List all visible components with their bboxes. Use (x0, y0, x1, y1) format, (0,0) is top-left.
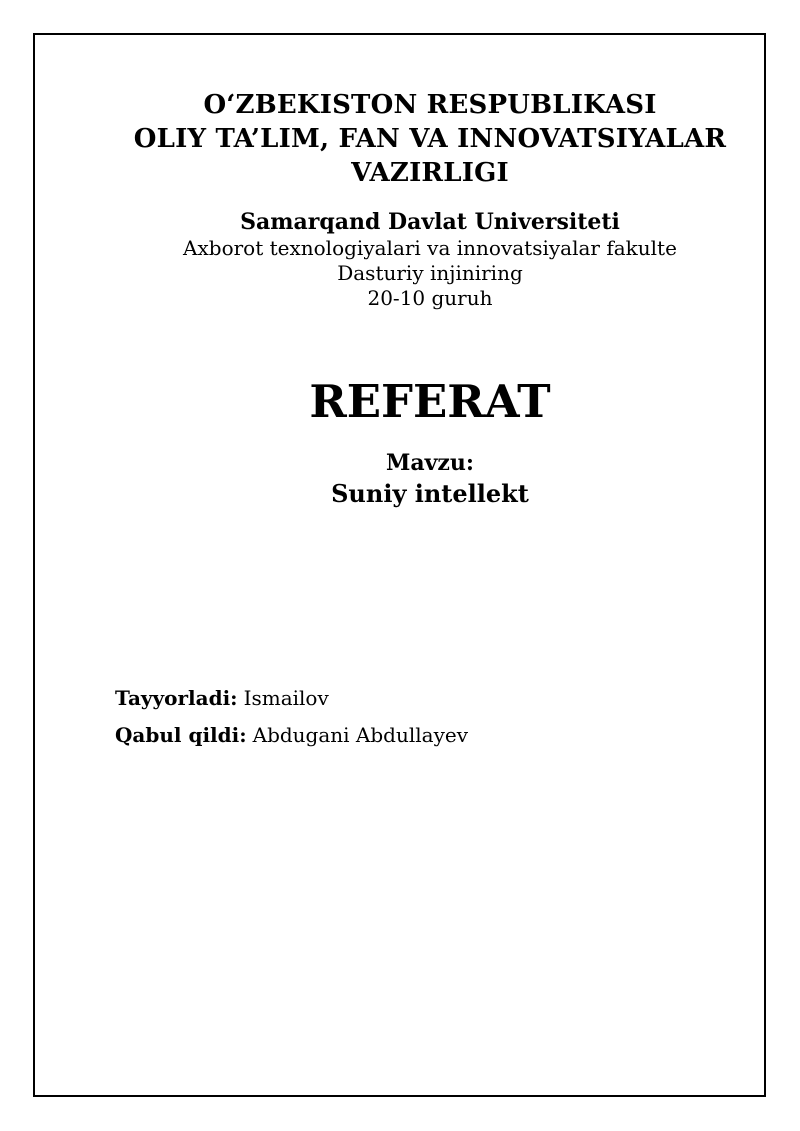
university-name: Samarqand Davlat Universiteti (240, 209, 620, 235)
page-content (95, 0, 765, 1131)
accepted-by-value: Abdugani Abdullayev (252, 723, 468, 747)
group-name: 20-10 guruh (367, 286, 493, 310)
faculty-name: Axborot texnologiyalari va innovatsiyalar fakulte (183, 236, 677, 260)
document-title: REFERAT (309, 375, 551, 428)
prepared-by-value: Ismailov (243, 686, 329, 710)
institution-block (95, 209, 765, 311)
ministry-heading (95, 88, 765, 190)
credits-block (115, 685, 468, 748)
topic-label: Mavzu: (386, 450, 474, 476)
prepared-by-line (115, 685, 468, 711)
ministry-heading-line-3: VAZIRLIGI (351, 158, 509, 188)
program-name: Dasturiy injiniring (337, 261, 523, 285)
prepared-by-label: Tayyorladi: (115, 686, 238, 710)
ministry-heading-line-2: OLIY TA’LIM, FAN VA INNOVATSIYALAR (133, 124, 727, 154)
topic-title: Suniy intellekt (331, 479, 529, 508)
accepted-by-line (115, 722, 468, 748)
ministry-heading-line-1: OʻZBEKISTON RESPUBLIKASI (203, 90, 657, 120)
accepted-by-label: Qabul qildi: (115, 723, 247, 747)
